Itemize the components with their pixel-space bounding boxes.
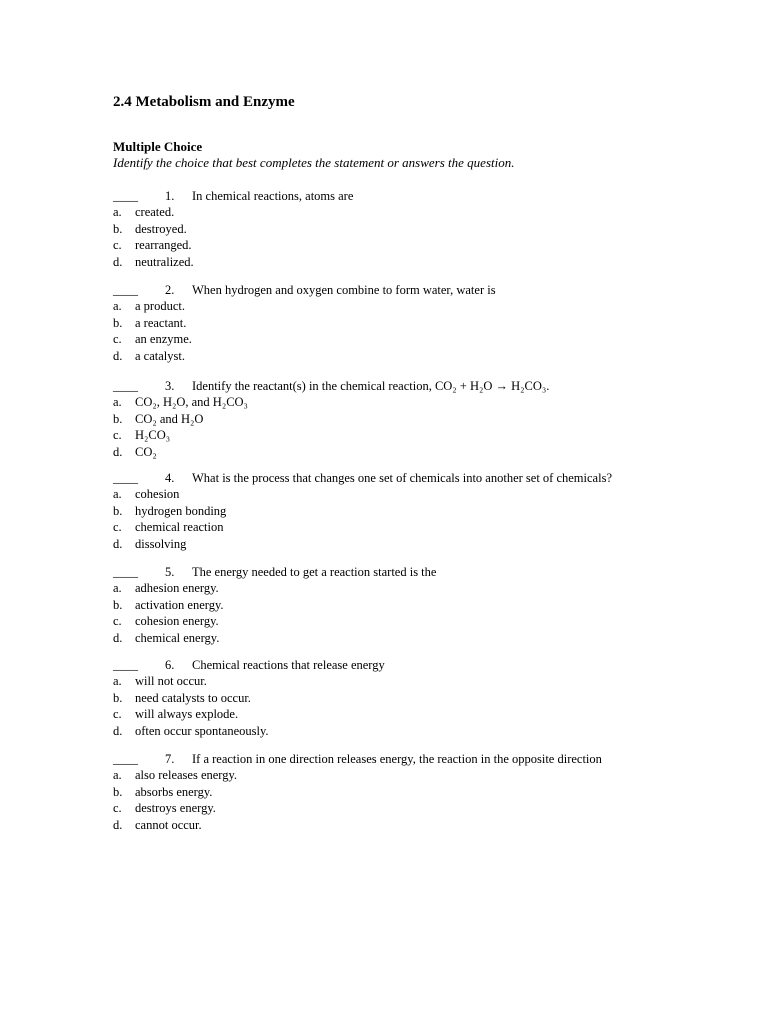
choice-d	[0, 630, 768, 646]
question-number: 6.	[165, 658, 175, 672]
choice-text: CO₂	[135, 444, 157, 459]
choice-text: hydrogen bonding	[135, 503, 227, 518]
choice-letter: b.	[113, 503, 123, 518]
choice-a	[0, 767, 768, 783]
choice-a	[0, 204, 768, 220]
choice-letter: b.	[113, 690, 123, 705]
choice-text: chemical energy.	[135, 630, 220, 645]
choice-b	[0, 411, 768, 427]
question-number: 1.	[165, 189, 175, 203]
choice-d	[0, 817, 768, 833]
question-text: What is the process that changes one set of chemicals into another set of chemicals?	[192, 471, 612, 485]
choice-b	[0, 597, 768, 613]
choice-letter: d.	[113, 817, 123, 832]
question-text: In chemical reactions, atoms are	[192, 189, 354, 203]
choice-text: H₂CO₃	[135, 428, 171, 443]
choice-d	[0, 536, 768, 552]
choice-text: neutralized.	[135, 254, 194, 269]
choice-b	[0, 503, 768, 519]
choice-letter: d.	[113, 444, 123, 459]
answer-blank[interactable]: ____	[113, 471, 138, 485]
choice-text: a reactant.	[135, 315, 187, 330]
choice-b	[0, 221, 768, 237]
choice-c	[0, 331, 768, 347]
choice-letter: d.	[113, 723, 123, 738]
question-1	[0, 188, 768, 270]
answer-blank[interactable]: ____	[113, 565, 138, 579]
question-number: 4.	[165, 471, 175, 485]
choice-text: cohesion energy.	[135, 614, 219, 629]
choice-text: often occur spontaneously.	[135, 723, 269, 738]
answer-blank[interactable]: ____	[113, 379, 138, 393]
choice-letter: d.	[113, 630, 123, 645]
choice-letter: c.	[113, 707, 122, 722]
choice-text: will not occur.	[135, 674, 207, 689]
choice-text: CO₂ and H₂O	[135, 411, 204, 426]
choice-text: cannot occur.	[135, 817, 202, 832]
choice-letter: a.	[113, 768, 122, 783]
choice-c	[0, 800, 768, 816]
choice-letter: a.	[113, 487, 122, 502]
choice-d	[0, 444, 768, 460]
choice-letter: a.	[113, 674, 122, 689]
choice-text: absorbs energy.	[135, 784, 213, 799]
choice-text: created.	[135, 205, 175, 220]
choice-text: cohesion	[135, 487, 180, 502]
choice-letter: a.	[113, 395, 122, 410]
page-title: 2.4 Metabolism and Enzyme	[113, 94, 295, 110]
choice-text: activation energy.	[135, 597, 224, 612]
choice-text: adhesion energy.	[135, 581, 219, 596]
choice-d	[0, 348, 768, 364]
choice-letter: c.	[113, 801, 122, 816]
answer-blank[interactable]: ____	[113, 658, 138, 672]
answer-blank[interactable]: ____	[113, 752, 138, 766]
choice-b	[0, 315, 768, 331]
question-4	[0, 470, 768, 552]
choice-text: a product.	[135, 299, 185, 314]
choice-c	[0, 613, 768, 629]
choice-letter: d.	[113, 348, 123, 363]
question-number: 3.	[165, 379, 175, 393]
choice-c	[0, 237, 768, 253]
question-text: Chemical reactions that release energy	[192, 658, 385, 672]
choice-c	[0, 427, 768, 443]
section-heading: Multiple Choice	[113, 139, 203, 154]
question-number: 2.	[165, 283, 175, 297]
choice-a	[0, 298, 768, 314]
question-2	[0, 282, 768, 364]
choice-text: destroyed.	[135, 221, 187, 236]
choice-letter: c.	[113, 614, 122, 629]
choice-text: chemical reaction	[135, 520, 224, 535]
choice-letter: c.	[113, 520, 122, 535]
choice-text: destroys energy.	[135, 801, 216, 816]
choice-a	[0, 486, 768, 502]
choice-text: rearranged.	[135, 238, 192, 253]
choice-a	[0, 580, 768, 596]
choice-text: also releases energy.	[135, 768, 238, 783]
answer-blank[interactable]: ____	[113, 189, 138, 203]
choice-letter: a.	[113, 205, 122, 220]
question-text: When hydrogen and oxygen combine to form water, water is	[192, 283, 496, 297]
question-7	[0, 751, 768, 833]
choice-text: will always explode.	[135, 707, 239, 722]
choice-letter: b.	[113, 315, 123, 330]
choice-letter: c.	[113, 332, 122, 347]
question-6	[0, 657, 768, 739]
choice-text: an enzyme.	[135, 332, 192, 347]
instructions-text: Identify the choice that best completes the statement or answers the question.	[113, 155, 515, 170]
question-3	[0, 378, 768, 460]
choice-a	[0, 673, 768, 689]
choice-b	[0, 690, 768, 706]
question-text: If a reaction in one direction releases energy, the reaction in the opposite direction	[192, 752, 602, 766]
choice-text: dissolving	[135, 536, 187, 551]
choice-letter: c.	[113, 238, 122, 253]
question-number: 7.	[165, 752, 175, 766]
choice-letter: a.	[113, 299, 122, 314]
answer-blank[interactable]: ____	[113, 283, 138, 297]
choice-letter: a.	[113, 581, 122, 596]
question-number: 5.	[165, 565, 175, 579]
choice-letter: c.	[113, 428, 122, 443]
choice-letter: b.	[113, 784, 123, 799]
choice-c	[0, 519, 768, 535]
question-text: Identify the reactant(s) in the chemical reaction, CO₂ + H₂O → H₂CO₃.	[192, 379, 550, 393]
choice-letter: b.	[113, 597, 123, 612]
choice-a	[0, 394, 768, 410]
question-text: The energy needed to get a reaction started is the	[192, 565, 437, 579]
choice-text: a catalyst.	[135, 348, 185, 363]
choice-d	[0, 723, 768, 739]
choice-b	[0, 784, 768, 800]
choice-text: need catalysts to occur.	[135, 690, 251, 705]
question-5	[0, 564, 768, 646]
choice-letter: d.	[113, 536, 123, 551]
choice-d	[0, 254, 768, 270]
choice-letter: b.	[113, 411, 123, 426]
choice-c	[0, 706, 768, 722]
choice-text: CO₂, H₂O, and H₂CO₃	[135, 395, 248, 410]
choice-letter: b.	[113, 221, 123, 236]
choice-letter: d.	[113, 254, 123, 269]
